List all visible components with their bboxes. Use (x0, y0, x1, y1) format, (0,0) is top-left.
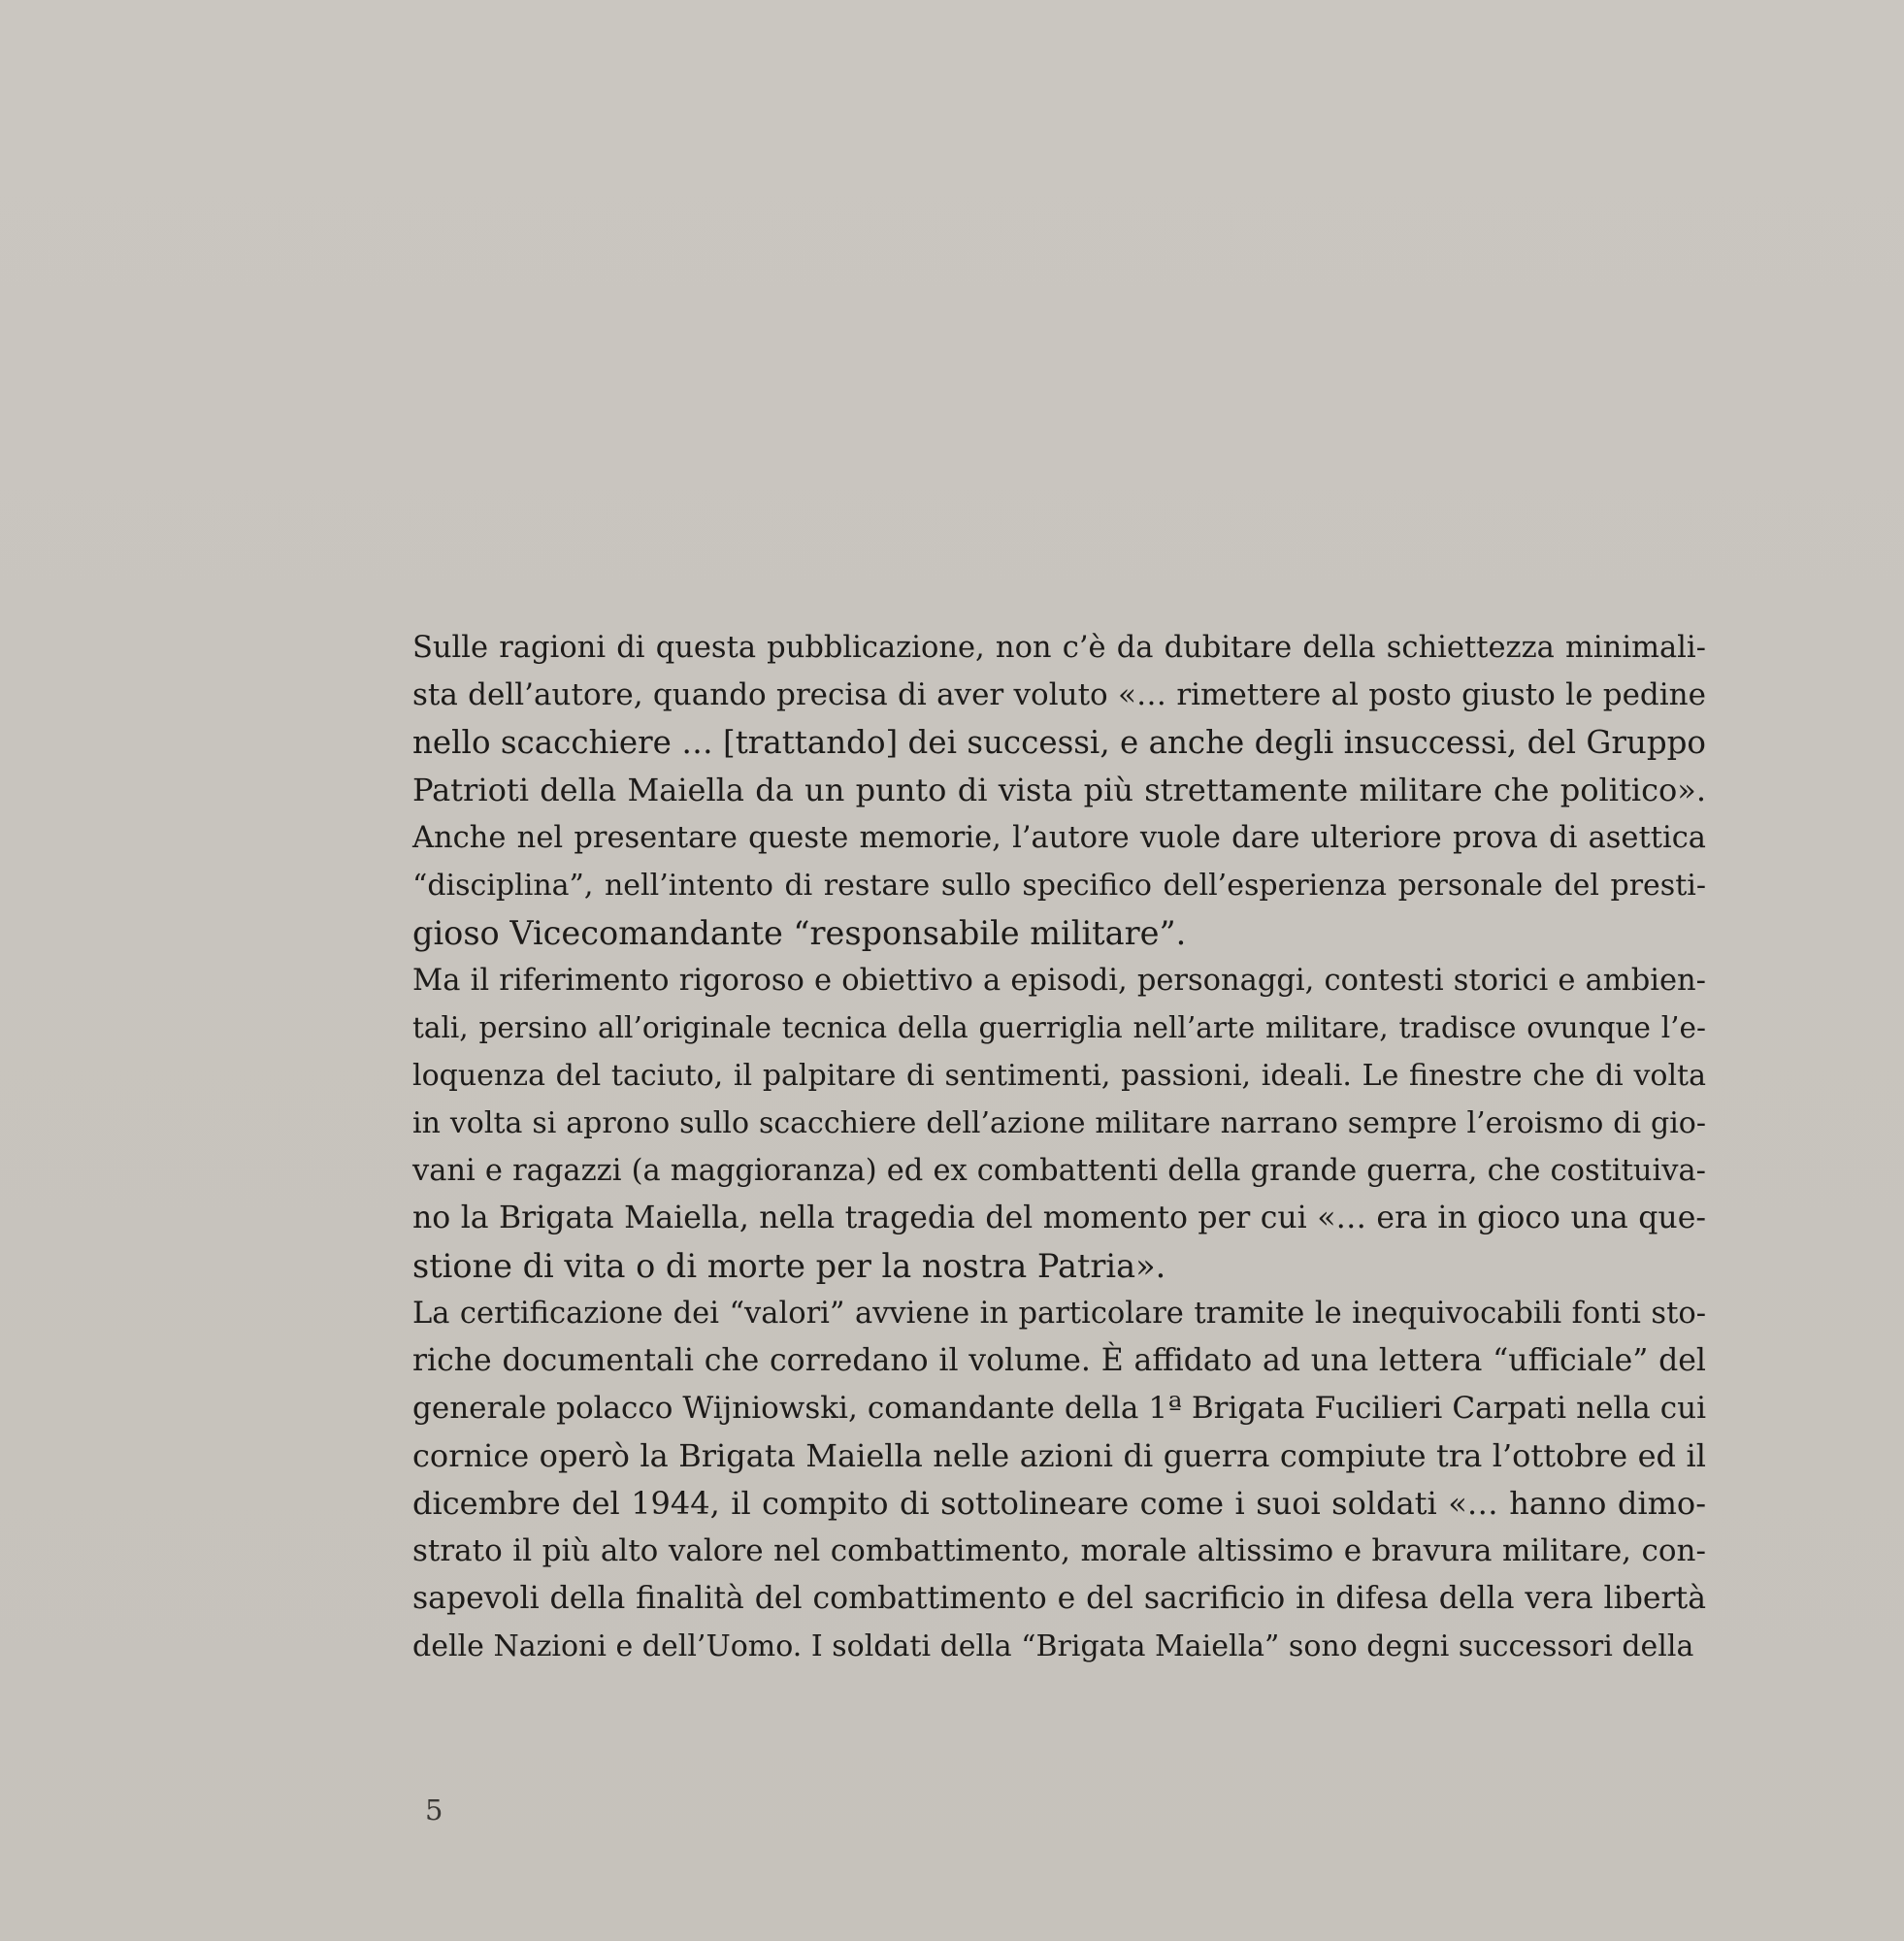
text-line: “disciplina”, nell’intento di restare sullo specifico dell’esperienza personale del presti- (412, 869, 1706, 903)
text-line: dicembre del 1944, il compito di sottolineare come i suoi soldati «… hanno dimo- (412, 1485, 1706, 1522)
text-line: no la Brigata Maiella, nella tragedia del momento per cui «… era in gioco una que- (412, 1201, 1706, 1235)
text-line: nello scacchiere … [trattando] dei successi, e anche degli insuccessi, del Gruppo (412, 724, 1706, 761)
text-line: generale polacco Wijniowski, comandante della 1ª Brigata Fucilieri Carpati nella cui (412, 1391, 1706, 1426)
text-line: strato il più alto valore nel combattimento, morale altissimo e bravura militare, con- (412, 1533, 1706, 1568)
text-line: riche documentali che corredano il volume. È affidato ad una lettera “ufficiale” del (412, 1343, 1706, 1378)
text-line: tali, persino all’originale tecnica della guerriglia nell’arte militare, tradisce ovunque l’e- (412, 1011, 1706, 1044)
text-line: Patrioti della Maiella da un punto di vista più strettamente militare che politico». (412, 772, 1706, 808)
body-text (412, 624, 1706, 1670)
text-line: sapevoli della finalità del combattimento e del sacrificio in difesa della vera libertà (412, 1581, 1706, 1616)
paragraph (412, 624, 1706, 957)
text-line: vani e ragazzi (a maggioranza) ed ex combattenti della grande guerra, che costituiva- (412, 1154, 1706, 1188)
page-number: 5 (425, 1793, 443, 1826)
text-line: sta dell’autore, quando precisa di aver voluto «… rimettere al posto giusto le pedine (412, 677, 1706, 712)
text-line: Sulle ragioni di questa pubblicazione, non c’è da dubitare della schiettezza minimali- (412, 631, 1706, 665)
text-line: cornice operò la Brigata Maiella nelle azioni di guerra compiute tra l’ottobre ed il (412, 1437, 1706, 1474)
text-line: La certificazione dei “valori” avviene in particolare tramite le inequivocabili fonti sto- (412, 1297, 1706, 1331)
text-line: Anche nel presentare queste memorie, l’autore vuole dare ulteriore prova di asettica (412, 821, 1706, 855)
text-line: gioso Vicecomandante “responsabile militare”. (412, 914, 1187, 952)
text-line: in volta si aprono sullo scacchiere dell’azione militare narrano sempre l’eroismo di gio- (412, 1106, 1706, 1140)
text-line: Ma il riferimento rigoroso e obiettivo a episodi, personaggi, contesti storici e ambien- (412, 964, 1706, 998)
text-line: loquenza del taciuto, il palpitare di sentimenti, passioni, ideali. Le finestre che di volta (412, 1059, 1706, 1093)
text-line: delle Nazioni e dell’Uomo. I soldati della “Brigata Maiella” sono degni successori della (412, 1629, 1694, 1663)
paragraph (412, 957, 1706, 1290)
text-line: stione di vita o di morte per la nostra Patria». (412, 1247, 1166, 1285)
paragraph (412, 1290, 1706, 1670)
